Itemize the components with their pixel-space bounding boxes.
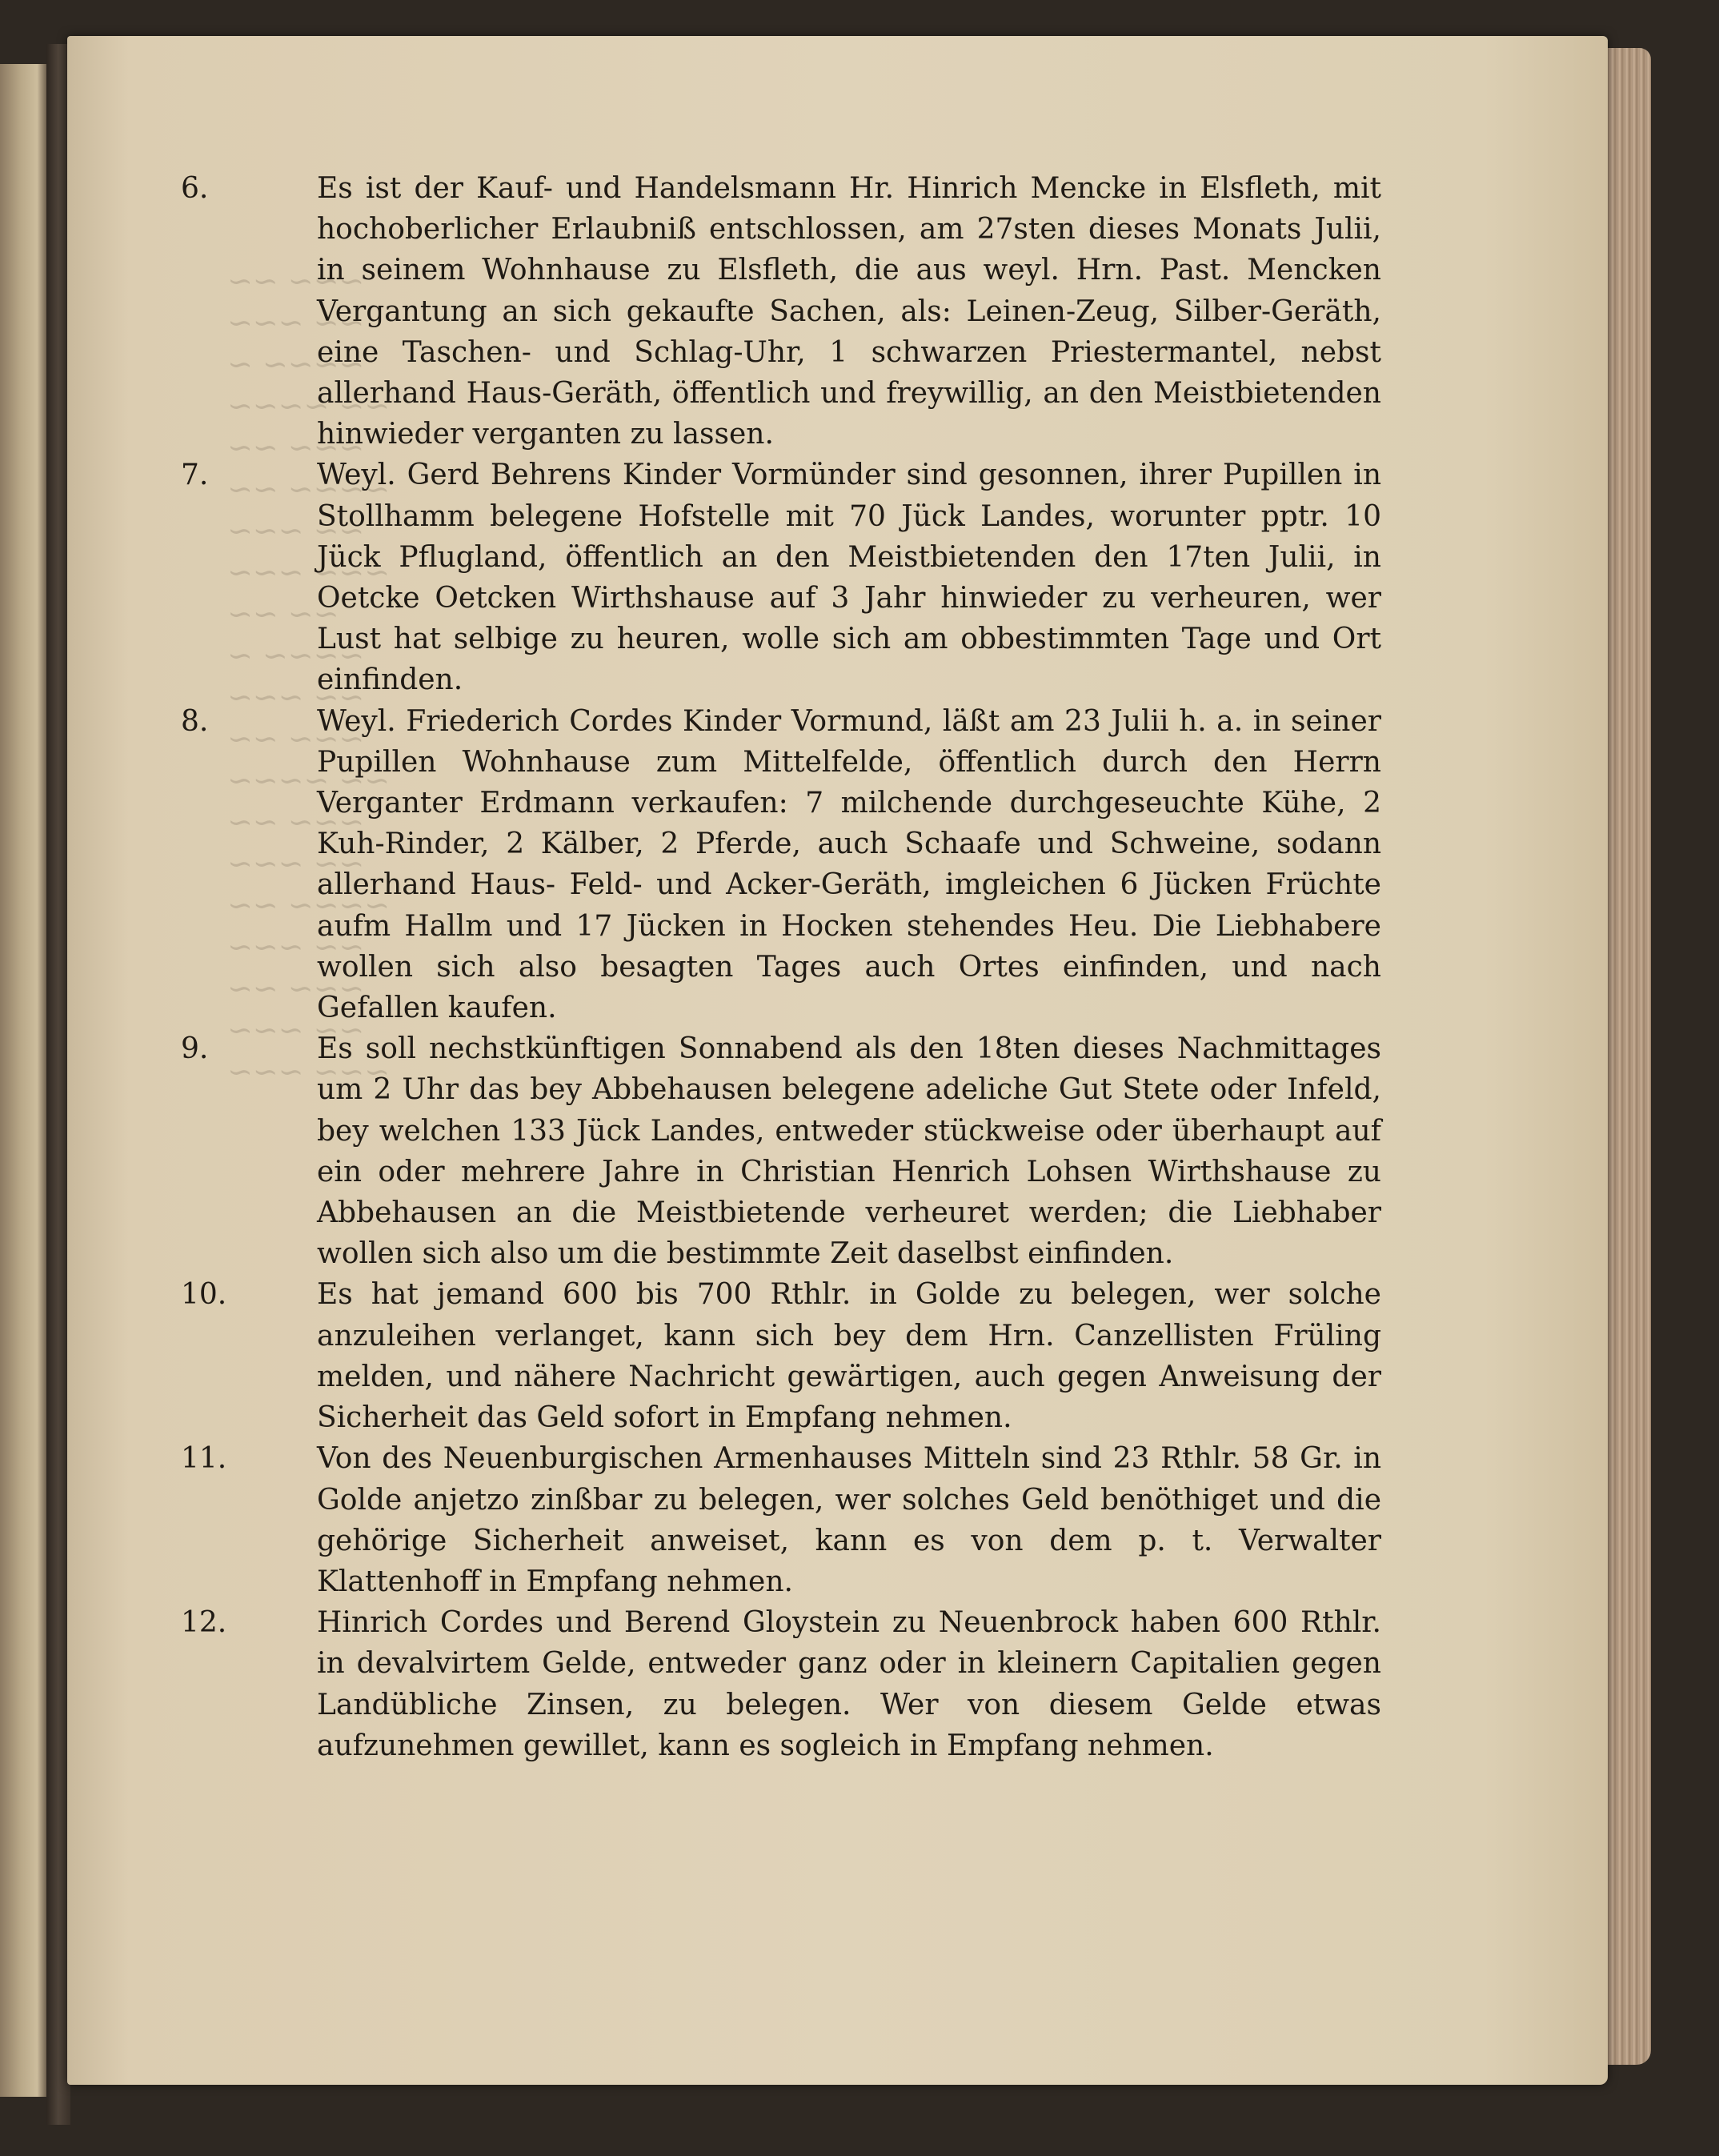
entry-number: 6. bbox=[181, 172, 209, 205]
entry-number: 9. bbox=[181, 1032, 209, 1066]
entry-number: 10. bbox=[181, 1278, 227, 1312]
announcement-entry bbox=[181, 1438, 1381, 1602]
announcements-text bbox=[181, 168, 1381, 1766]
entry-text: Es soll nechstkünftigen Sonnabend als den 18ten dieses Nachmittages um 2 Uhr das bey Abbehausen belegene adeliche Gut Stete oder Infeld, bey welchen 133 Jück Landes, entweder stückweise oder überhaupt auf ein oder mehrere Jahre in Christian Henrich Lohsen Wirthshause zu Abbehausen an die Meistbietende verheuret werden; die Liebhaber wollen sich also um die bestimmte Zeit daselbst einfinden. bbox=[317, 1032, 1381, 1271]
announcement-entry bbox=[181, 1028, 1381, 1274]
entry-text: Hinrich Cordes und Berend Gloystein zu Neuenbrock haben 600 Rthlr. in devalvirtem Gelde, entweder ganz oder in kleinern Capitalien gegen Landübliche Zinsen, zu belegen. Wer von diesem Gelde etwas aufzunehmen gewillet, kann es sogleich in Empfang nehmen. bbox=[317, 1606, 1381, 1762]
entry-number: 12. bbox=[181, 1606, 227, 1640]
entry-number: 7. bbox=[181, 459, 209, 492]
facing-page-edge bbox=[0, 64, 46, 2097]
announcement-entry bbox=[181, 701, 1381, 1029]
announcement-entry bbox=[181, 1274, 1381, 1438]
entry-text: Weyl. Gerd Behrens Kinder Vormünder sind gesonnen, ihrer Pupillen in Stollhamm belegene Hofstelle mit 70 Jück Landes, worunter pptr. 10 Jück Pflugland, öffentlich an den Meistbietenden den 17ten Julii, in Oetcke Oetcken Wirthshause auf 3 Jahr hinwieder zu verheuren, wer Lust hat selbige zu heuren, wolle sich am obbestimmten Tage und Ort einfinden. bbox=[317, 459, 1381, 697]
entry-number: 8. bbox=[181, 704, 209, 738]
entry-number: 11. bbox=[181, 1442, 227, 1476]
entry-text: Weyl. Friederich Cordes Kinder Vormund, läßt am 23 Julii h. a. in seiner Pupillen Wohnhause zum Mittelfelde, öffentlich durch den Herrn Verganter Erdmann verkaufen: 7 milchende durchgeseuchte Kühe, 2 Kuh-Rinder, 2 Kälber, 2 Pferde, auch Schaafe und Schweine, sodann allerhand Haus- Feld- und Acker-Geräth, imgleichen 6 Jücken Früchte aufm Hallm und 17 Jücken in Hocken stehendes Heu. Die Liebhabere wollen sich also besagten Tages auch Ortes einfinden, und nach Gefallen kaufen. bbox=[317, 704, 1381, 1025]
entry-text: Von des Neuenburgischen Armenhauses Mitteln sind 23 Rthlr. 58 Gr. in Golde anjetzo zinßbar zu belegen, wer solches Geld benöthiget und die gehörige Sicherheit anweiset, kann es von dem p. t. Verwalter Klattenhoff in Empfang nehmen. bbox=[317, 1442, 1381, 1598]
entry-text: Es hat jemand 600 bis 700 Rthlr. in Golde zu belegen, wer solche anzuleihen verlanget, kann sich bey dem Hrn. Canzellisten Früling melden, und nähere Nachricht gewärtigen, auch gegen Anweisung der Sicherheit das Geld sofort in Empfang nehmen. bbox=[317, 1278, 1381, 1435]
announcement-entry bbox=[181, 455, 1381, 700]
show-through-text: ∼∼∼ ∼∼ ∼∼ ∼∼∼ ∼∼∼∼ ∼ ∼∼ ∼∼∼∼ ∼∼∼ ∼∼ ∼∼∼∼ ∼∼ ∼∼ ∼∼∼ ∼∼∼ ∼∼∼ ∼∼ ∼∼ ∼∼∼∼ ∼ ∼∼ ∼∼∼ ∼∼∼ ∼∼ ∼∼ ∼∼∼∼ ∼∼∼ ∼∼ ∼∼ ∼∼∼ ∼∼∼∼ ∼∼ ∼∼ ∼∼∼ ∼∼∼ ∼∼ ∼∼ ∼∼∼ ∼∼∼ ∼∼∼ bbox=[227, 263, 391, 1089]
entry-text: Es ist der Kauf- und Handelsmann Hr. Hinrich Mencke in Elsfleth, mit hochoberlicher Erlaubniß entschlossen, am 27sten dieses Monats Julii, in seinem Wohnhause zu Elsfleth, die aus weyl. Hrn. Past. Mencken Vergantung an sich gekaufte Sachen, als: Leinen-Zeug, Silber-Geräth, eine Taschen- und Schlag-Uhr, 1 schwarzen Priestermantel, nebst allerhand Haus-Geräth, öffentlich und freywillig, an den Meistbietenden hinwieder verganten zu lassen. bbox=[317, 172, 1381, 451]
announcement-entry bbox=[181, 1602, 1381, 1766]
announcement-entry bbox=[181, 168, 1381, 455]
